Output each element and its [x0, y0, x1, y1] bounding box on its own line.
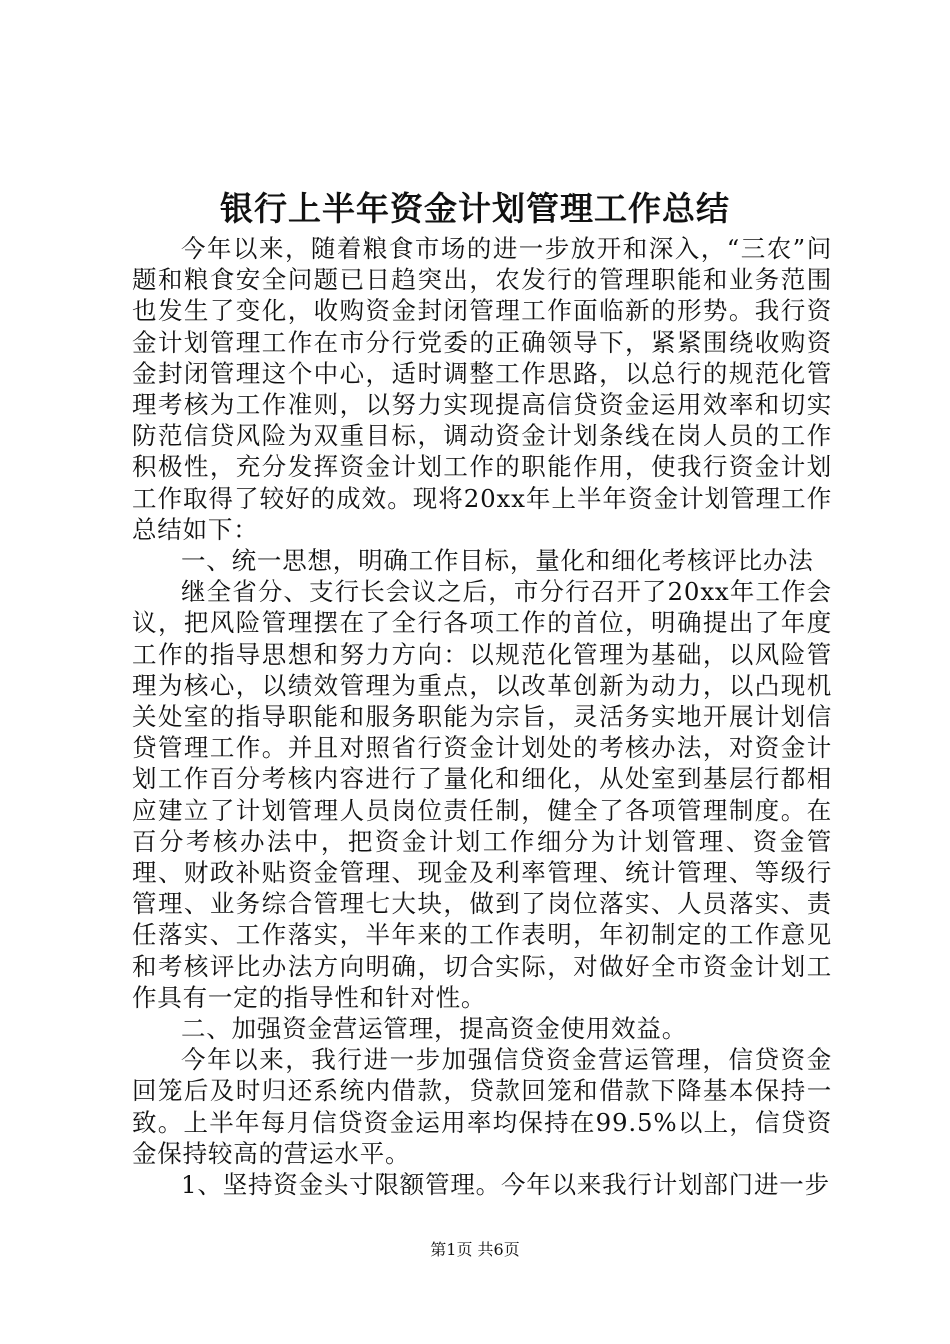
section-heading-2: 二、加强资金营运管理，提高资金使用效益。	[181, 1014, 687, 1044]
paragraph-section-2: 今年以来，我行进一步加强信贷资金营运管理，信贷资金回笼后及时归还系统内借款，贷款回笼和借款下降基本保持一致。上半年每月信贷资金运用率均保持在99.5%以上，信贷资金保持较高的营运水平。	[132, 1045, 832, 1168]
section-heading-1: 一、统一思想，明确工作目标，量化和细化考核评比办法	[181, 546, 814, 576]
document-body	[132, 233, 832, 1200]
page-footer: 第1页 共6页	[430, 1240, 520, 1259]
paragraph-item-1: 1、坚持资金头寸限额管理。今年以来我行计划部门进一步	[181, 1170, 830, 1200]
paragraph-intro: 今年以来，随着粮食市场的进一步放开和深入，“三农”问题和粮食安全问题已日趋突出，农发行的管理职能和业务范围也发生了变化，收购资金封闭管理工作面临新的形势。我行资金计划管理工作在市分行党委的正确领导下，紧紧围绕收购资金封闭管理这个中心，适时调整工作思路，以总行的规范化管理考核为工作准则，以努力实现提高信贷资金运用效率和切实防范信贷风险为双重目标，调动资金计划条线在岗人员的工作积极性，充分发挥资金计划工作的职能作用，使我行资金计划工作取得了较好的成效。现将20xx年上半年资金计划管理工作总结如下：	[132, 234, 832, 544]
paragraph-section-1: 继全省分、支行长会议之后，市分行召开了20xx年工作会议，把风险管理摆在了全行各项工作的首位，明确提出了年度工作的指导思想和努力方向：以规范化管理为基础，以风险管理为核心，以绩效管理为重点，以改革创新为动力，以凸现机关处室的指导职能和服务职能为宗旨，灵活务实地开展计划信贷管理工作。并且对照省行资金计划处的考核办法，对资金计划工作百分考核内容进行了量化和细化，从处室到基层行都相应建立了计划管理人员岗位责任制，健全了各项管理制度。在百分考核办法中，把资金计划工作细分为计划管理、资金管理、财政补贴资金管理、现金及利率管理、统计管理、等级行管理、业务综合管理七大块，做到了岗位落实、人员落实、责任落实、工作落实，半年来的工作表明，年初制定的工作意见和考核评比办法方向明确，切合实际，对做好全市资金计划工作具有一定的指导性和针对性。	[132, 577, 832, 1012]
document-title: 银行上半年资金计划管理工作总结	[220, 189, 730, 228]
